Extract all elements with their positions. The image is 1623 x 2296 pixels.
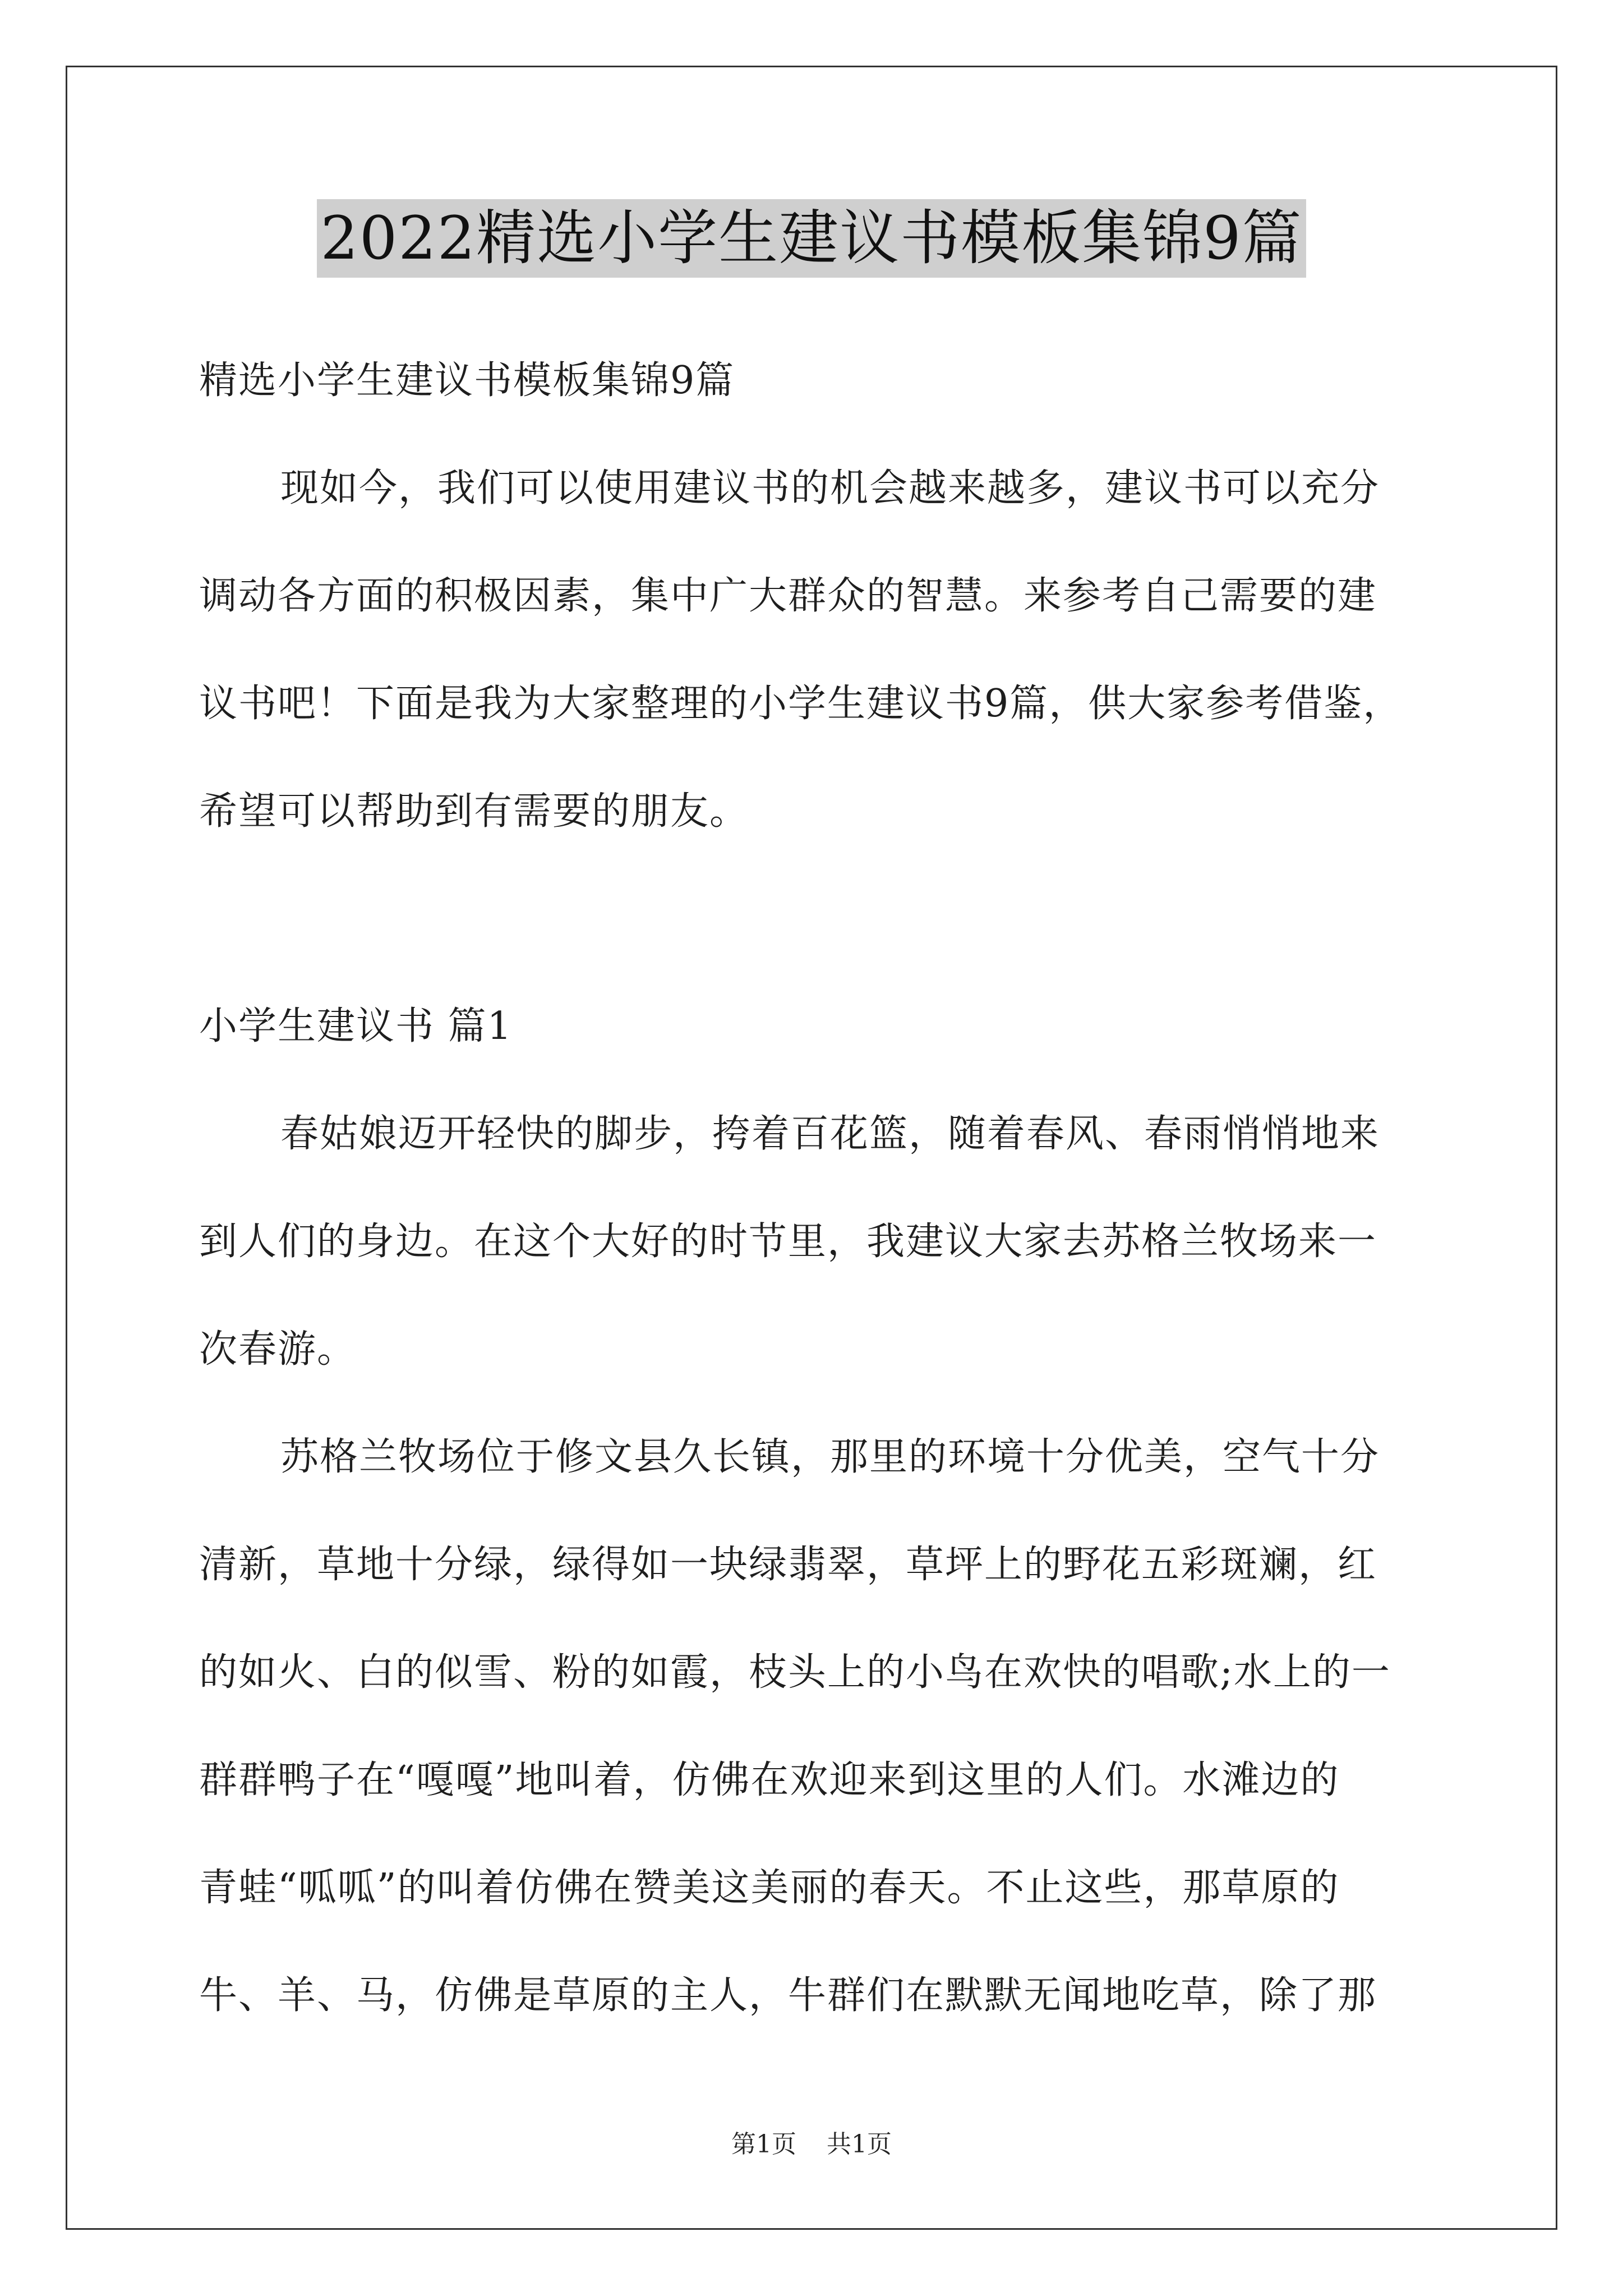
- page-number-current: 第1页: [731, 2130, 796, 2159]
- intro-line-2: 调动各方面的积极因素，集中广大群众的智慧。来参考自己需要的建: [199, 574, 1377, 618]
- para2-line-6: 牛、羊、马，仿佛是草原的主人，牛群们在默默无闻地吃草，除了那: [199, 1973, 1377, 2018]
- intro-line-4: 希望可以帮助到有需要的朋友。: [199, 789, 749, 834]
- section-heading: 小学生建议书 篇1: [199, 1004, 513, 1048]
- page-number-total: 共1页: [827, 2130, 892, 2159]
- title-container: [0, 199, 1623, 278]
- para2-line-1: 苏格兰牧场位于修文县久长镇，那里的环境十分优美，空气十分: [280, 1435, 1380, 1479]
- para2-line-3: 的如火、白的似雪、粉的如霞，枝头上的小鸟在欢快的唱歌;水上的一: [199, 1650, 1391, 1695]
- para2-line-2: 清新，草地十分绿，绿得如一块绿翡翠，草坪上的野花五彩斑斓，红: [199, 1543, 1377, 1587]
- intro-line-3: 议书吧！下面是我为大家整理的小学生建议书9篇，供大家参考借鉴，: [199, 682, 1403, 726]
- para2-line-5: 青蛙“呱呱”的叫着仿佛在赞美这美丽的春天。不止这些，那草原的: [199, 1866, 1340, 1910]
- para1-line-2: 到人们的身边。在这个大好的时节里，我建议大家去苏格兰牧场来一: [199, 1220, 1377, 1264]
- para1-line-3: 次春游。: [199, 1327, 357, 1372]
- intro-line-1: 现如今，我们可以使用建议书的机会越来越多，建议书可以充分: [280, 466, 1380, 510]
- document-subtitle: 精选小学生建议书模板集锦9篇: [199, 358, 735, 403]
- para2-line-4: 群群鸭子在“嘎嘎”地叫着，仿佛在欢迎来到这里的人们。水滩边的: [199, 1758, 1340, 1802]
- document-title: 2022精选小学生建议书模板集锦9篇: [317, 199, 1306, 278]
- page-footer: [0, 2129, 1623, 2160]
- para1-line-1: 春姑娘迈开轻快的脚步，挎着百花篮，随着春风、春雨悄悄地来: [280, 1112, 1380, 1156]
